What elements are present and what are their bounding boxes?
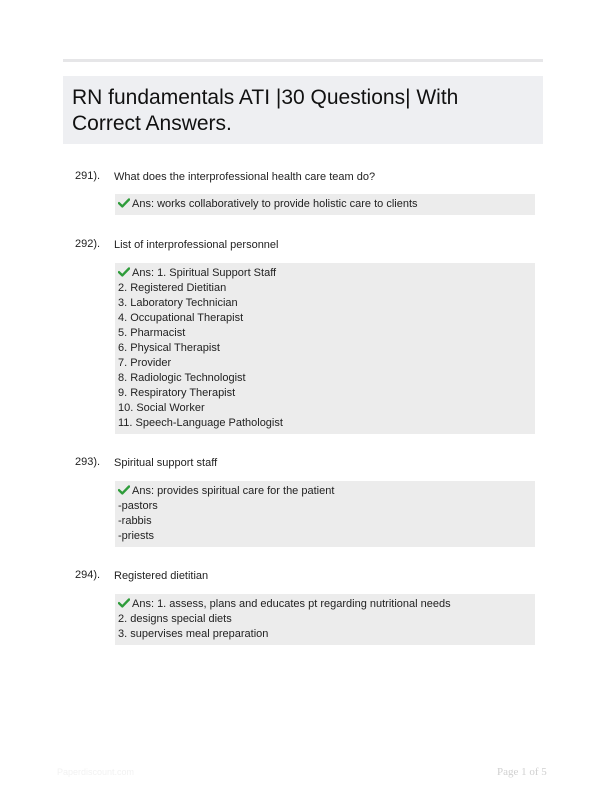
answer-text: Ans: works collaboratively to provide holistic care to clients (132, 198, 418, 210)
check-icon (118, 485, 130, 495)
answer-text: Ans: provides spiritual care for the patient (132, 485, 335, 497)
document-title-line-1: RN fundamentals ATI |30 Questions| With (72, 86, 459, 109)
question-number: 291). (75, 170, 101, 182)
answer-line: -priests (118, 530, 155, 542)
answer-box (115, 481, 535, 547)
answer-line: 11. Speech-Language Pathologist (118, 417, 283, 429)
answer-box (115, 263, 535, 434)
document-title-box (63, 76, 543, 144)
answer-text: Ans: 1. Spiritual Support Staff (132, 267, 277, 279)
question-header (75, 169, 535, 189)
answer-text: Ans: 1. assess, plans and educates pt regarding nutritional needs (132, 598, 451, 610)
question-text: Spiritual support staff (114, 457, 218, 469)
question-header (75, 568, 535, 588)
answer-line: 5. Pharmacist (118, 327, 186, 339)
check-icon (118, 598, 130, 608)
answer-line: 4. Occupational Therapist (118, 312, 244, 324)
question-number: 294). (75, 569, 101, 581)
answer-line: 6. Physical Therapist (118, 342, 220, 354)
question-text: Registered dietitian (114, 570, 209, 582)
question-text: What does the interprofessional health care team do? (114, 171, 376, 183)
answer-line: 2. Registered Dietitian (118, 282, 227, 294)
document-title-line-2: Correct Answers. (72, 112, 232, 135)
question-header (75, 455, 535, 475)
question-number: 293). (75, 456, 101, 468)
answer-line (118, 597, 532, 612)
answer-line: -rabbis (118, 515, 152, 527)
answer-line: 7. Provider (118, 357, 172, 369)
question-293 (75, 455, 535, 542)
document-title (72, 85, 533, 137)
answer-line: 8. Radiologic Technologist (118, 372, 246, 384)
question-number: 292). (75, 238, 101, 250)
check-icon (118, 267, 130, 277)
answer-line (118, 484, 532, 499)
answer-line: -pastors (118, 500, 158, 512)
question-292 (75, 237, 535, 429)
answer-box (115, 194, 535, 215)
answer-line: 3. supervises meal preparation (118, 628, 269, 640)
check-icon (118, 198, 130, 208)
answer-line: 10. Social Worker (118, 402, 205, 414)
answer-line (118, 266, 532, 281)
answer-line (118, 197, 532, 212)
answer-box (115, 594, 535, 645)
answer-line: 9. Respiratory Therapist (118, 387, 236, 399)
answer-line: 2. designs special diets (118, 613, 232, 625)
question-291 (75, 169, 535, 210)
question-text: List of interprofessional personnel (114, 239, 279, 251)
answer-line: 3. Laboratory Technician (118, 297, 238, 309)
footer-watermark: Paperdiscount.com (57, 767, 135, 777)
question-294 (75, 568, 535, 640)
page-number: Page 1 of 5 (497, 766, 547, 778)
question-header (75, 237, 535, 257)
top-divider (63, 59, 543, 62)
